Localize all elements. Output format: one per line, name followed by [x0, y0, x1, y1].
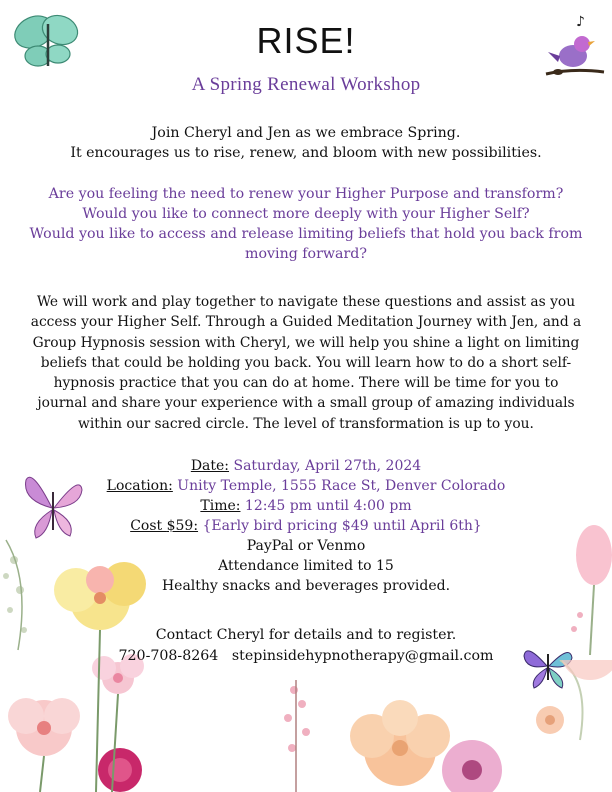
- questions-section: [0, 184, 612, 264]
- description-line: Group Hypnosis session with Cheryl, we will help you shine a light on limiting: [32, 334, 580, 351]
- date-value: Saturday, April 27th, 2024: [233, 458, 422, 474]
- phone-number: 720-708-8264: [118, 648, 219, 664]
- location-value: Unity Temple, 1555 Race St, Denver Colorado: [177, 478, 506, 494]
- description-line: access your Higher Self. Through a Guided Meditation Journey with Jen, and a: [30, 314, 582, 331]
- description-line: hypnosis practice that you can do at home. There will be time for you to: [53, 375, 559, 392]
- contact-info: [0, 646, 612, 667]
- cost-amount: $59:: [166, 518, 199, 534]
- attendance-line: Attendance limited to 15: [218, 558, 394, 574]
- intro-line: Join Cheryl and Jen as we embrace Spring.: [151, 125, 461, 141]
- question-line: Would you like to access and release limiting beliefs that hold you back from: [29, 226, 583, 242]
- intro-section: [0, 123, 612, 163]
- time-row: [0, 496, 612, 516]
- time-label: Time:: [200, 498, 241, 514]
- date-label: Date:: [190, 458, 230, 474]
- question-line: moving forward?: [245, 246, 367, 262]
- contact-section: [0, 625, 612, 667]
- location-label: Location:: [106, 478, 173, 494]
- spring-flowers-right-icon: [250, 660, 612, 792]
- date-row: [0, 456, 612, 476]
- location-row: [0, 476, 612, 496]
- description-line: within our sacred circle. The level of transformation is up to you.: [78, 415, 534, 432]
- payment-line: PayPal or Venmo: [246, 538, 366, 554]
- question-line: Are you feeling the need to renew your Higher Purpose and transform?: [48, 186, 564, 202]
- question-line: Would you like to connect more deeply with your Higher Self?: [82, 206, 530, 222]
- cost-value: {Early bird pricing $49 until April 6th}: [202, 518, 482, 534]
- intro-line: It encourages us to rise, renew, and bloom with new possibilities.: [70, 145, 542, 161]
- description-section: [14, 292, 598, 434]
- description-line: beliefs that could be holding you back. You will learn how to do a short self-: [40, 354, 572, 371]
- event-details: [0, 456, 612, 596]
- svg-text:♪: ♪: [576, 14, 585, 30]
- description-line: We will work and play together to navigate these questions and assist as you: [36, 294, 576, 310]
- email-address[interactable]: stepinsidehypnotherapy@gmail.com: [231, 648, 494, 664]
- page-subtitle: A Spring Renewal Workshop: [191, 74, 421, 95]
- cost-row: [0, 516, 612, 536]
- contact-line: Contact Cheryl for details and to register.: [155, 627, 457, 643]
- description-line: journal and share your experience with a small group of amazing individuals: [37, 395, 575, 412]
- page-title: RISE!: [256, 20, 356, 61]
- time-value: 12:45 pm until 4:00 pm: [244, 498, 412, 514]
- cost-label-text: Cost: [130, 518, 167, 534]
- snacks-line: Healthy snacks and beverages provided.: [161, 578, 451, 594]
- cost-label: [130, 518, 198, 534]
